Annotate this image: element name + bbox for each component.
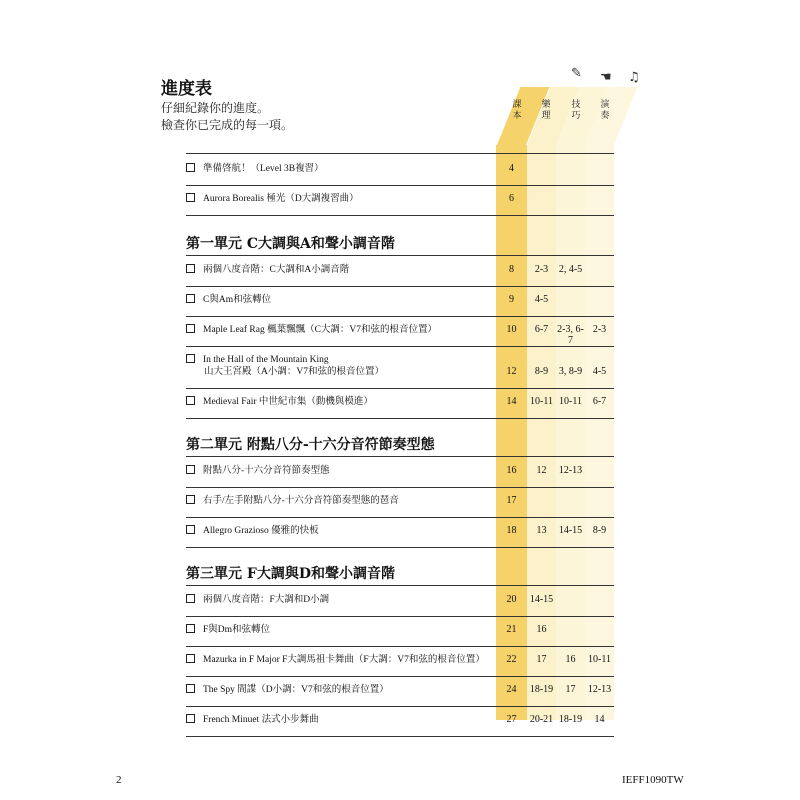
pencil-icon: ✎ xyxy=(571,66,582,81)
unit-title: 第二單元 附點八分-十六分音符節奏型態 xyxy=(186,437,435,453)
lesson-page-cell: 27 xyxy=(506,714,517,725)
lesson-page-cell: 17 xyxy=(506,495,517,506)
theory-page-cell: 14-15 xyxy=(529,594,554,605)
checkbox[interactable] xyxy=(186,465,195,474)
row-title: The Spy 間諜（D小調：V7和弦的根音位置） xyxy=(203,685,389,695)
row-title: Allegro Grazioso 優雅的快板 xyxy=(203,526,319,536)
row-title: Aurora Borealis 極光（D大調複習曲） xyxy=(203,194,359,204)
row-title: 兩個八度音階：C大調和A小調音階 xyxy=(203,265,350,275)
row-title: French Minuet 法式小步舞曲 xyxy=(203,715,319,725)
checklist-row xyxy=(186,396,373,408)
theory-page-cell: 10-11 xyxy=(530,396,553,407)
technique-page-cell: 18-19 xyxy=(558,714,583,725)
technique-page-cell: 17 xyxy=(565,684,576,695)
technique-page-cell: 3, 8-9 xyxy=(558,366,583,377)
row-divider xyxy=(186,706,614,707)
technique-column-stripe xyxy=(556,145,585,720)
lesson-page-cell: 20 xyxy=(506,594,517,605)
row-title: Mazurka in F Major F大調馬祖卡舞曲（F大調：V7和弦的根音位置） xyxy=(203,655,485,665)
row-divider xyxy=(186,585,614,586)
technique-page-cell: 10-11 xyxy=(559,396,582,407)
checklist-row xyxy=(186,193,359,205)
theory-page-cell: 17 xyxy=(536,654,547,665)
performance-column-stripe xyxy=(585,145,614,720)
theory-page-cell: 16 xyxy=(536,624,547,635)
row-divider xyxy=(186,316,614,317)
row-divider xyxy=(186,616,614,617)
lesson-page-cell: 12 xyxy=(506,366,517,377)
technique-page-cell: 14-15 xyxy=(558,525,583,536)
row-title: 附點八分-十六分音符節奏型態 xyxy=(203,466,330,476)
checkbox[interactable] xyxy=(186,264,195,273)
lesson-column-label: 課 本 xyxy=(512,100,522,121)
technique-page-cell: 2-3, 6-7 xyxy=(557,324,584,346)
performance-page-cell: 6-7 xyxy=(592,396,607,407)
checkbox[interactable] xyxy=(186,624,195,633)
performance-page-cell: 10-11 xyxy=(588,654,611,665)
lesson-page-cell: 9 xyxy=(509,294,514,305)
theory-page-cell: 12 xyxy=(536,465,547,476)
row-divider xyxy=(186,517,614,518)
row-divider xyxy=(186,547,614,548)
technique-page-cell: 16 xyxy=(565,654,576,665)
row-divider xyxy=(186,736,614,737)
checkbox[interactable] xyxy=(186,495,195,504)
checklist-row xyxy=(186,324,437,336)
performance-page-cell: 8-9 xyxy=(592,525,607,536)
row-divider xyxy=(186,676,614,677)
checklist-row xyxy=(186,654,485,666)
checklist-row xyxy=(186,684,389,696)
checklist-row xyxy=(186,294,271,306)
page-title: 進度表 xyxy=(161,79,212,99)
performance-page-cell: 4-5 xyxy=(592,366,607,377)
row-title: F與Dm和弦轉位 xyxy=(203,625,271,635)
checklist-row xyxy=(186,163,324,175)
row-title-line-2: 山大王宮殿（A小調：V7和弦的根音位置） xyxy=(204,367,384,377)
theory-page-cell: 4-5 xyxy=(534,294,549,305)
row-divider xyxy=(186,286,614,287)
performance-page-cell: 14 xyxy=(594,714,605,725)
checklist-row xyxy=(186,354,384,377)
lesson-page-cell: 16 xyxy=(506,465,517,476)
checkbox[interactable] xyxy=(186,163,195,172)
theory-page-cell: 6-7 xyxy=(534,324,549,335)
unit-title: 第三單元 F大調與D和聲小調音階 xyxy=(186,566,395,582)
row-title: 右手/左手附點八分-十六分音符節奏型態的琶音 xyxy=(203,496,399,506)
lesson-page-cell: 24 xyxy=(506,684,517,695)
checkbox[interactable] xyxy=(186,684,195,693)
checklist-row xyxy=(186,624,270,636)
row-divider xyxy=(186,388,614,389)
checkbox[interactable] xyxy=(186,193,195,202)
checklist-row xyxy=(186,264,349,276)
book-code: IEFF1090TW xyxy=(622,774,684,786)
row-title: Maple Leaf Rag 楓葉飄飄（C大調：V7和弦的根音位置） xyxy=(203,325,438,335)
row-divider xyxy=(186,346,614,347)
row-divider xyxy=(186,215,614,216)
lesson-page-cell: 8 xyxy=(509,264,514,275)
checklist-row xyxy=(186,525,319,537)
technique-column-label: 技 巧 xyxy=(571,100,581,121)
checklist-row xyxy=(186,495,399,507)
performance-page-cell: 2-3 xyxy=(592,324,607,335)
checkbox[interactable] xyxy=(186,396,195,405)
theory-page-cell: 2-3 xyxy=(534,264,549,275)
music-notes-icon: ♫ xyxy=(628,70,640,85)
theory-page-cell: 13 xyxy=(536,525,547,536)
theory-column-label: 樂 理 xyxy=(541,100,551,121)
row-divider xyxy=(186,153,614,154)
lesson-page-cell: 4 xyxy=(509,163,514,174)
theory-page-cell: 20-21 xyxy=(529,714,554,725)
checkbox[interactable] xyxy=(186,525,195,534)
row-divider xyxy=(186,185,614,186)
checklist-row xyxy=(186,594,329,606)
theory-page-cell: 18-19 xyxy=(529,684,554,695)
checkbox[interactable] xyxy=(186,654,195,663)
row-divider xyxy=(186,646,614,647)
row-title: 兩個八度音階：F大調和D小調 xyxy=(203,595,330,605)
checkbox[interactable] xyxy=(186,294,195,303)
performance-column-label: 演 奏 xyxy=(600,100,610,121)
theory-page-cell: 8-9 xyxy=(534,366,549,377)
unit-title: 第一單元 C大調與A和聲小調音階 xyxy=(186,236,395,252)
performance-page-cell: 12-13 xyxy=(587,684,612,695)
hand-icon: ☚ xyxy=(600,70,612,85)
row-divider xyxy=(186,456,614,457)
lesson-page-cell: 22 xyxy=(506,654,517,665)
row-title: In the Hall of the Mountain King xyxy=(203,355,329,365)
row-divider xyxy=(186,418,614,419)
technique-page-cell: 12-13 xyxy=(558,465,583,476)
page-number: 2 xyxy=(116,774,122,786)
row-title: C與Am和弦轉位 xyxy=(203,295,272,305)
checklist-row xyxy=(186,465,330,477)
technique-page-cell: 2, 4-5 xyxy=(558,264,583,275)
page-subtitle-1: 仔細紀錄你的進度。 xyxy=(161,101,270,115)
checkbox[interactable] xyxy=(186,354,195,363)
lesson-page-cell: 21 xyxy=(506,624,517,635)
lesson-page-cell: 10 xyxy=(506,324,517,335)
page-subtitle-2: 檢查你已完成的每一項。 xyxy=(161,118,294,132)
row-divider xyxy=(186,487,614,488)
checkbox[interactable] xyxy=(186,714,195,723)
row-title: 準備啓航！（Level 3B複習） xyxy=(203,164,324,174)
lesson-page-cell: 14 xyxy=(506,396,517,407)
checkbox[interactable] xyxy=(186,324,195,333)
row-divider xyxy=(186,255,614,256)
lesson-page-cell: 18 xyxy=(506,525,517,536)
lesson-page-cell: 6 xyxy=(509,193,514,204)
row-title: Medieval Fair 中世紀市集（動機與模進） xyxy=(203,397,373,407)
checkbox[interactable] xyxy=(186,594,195,603)
checklist-row xyxy=(186,714,319,726)
